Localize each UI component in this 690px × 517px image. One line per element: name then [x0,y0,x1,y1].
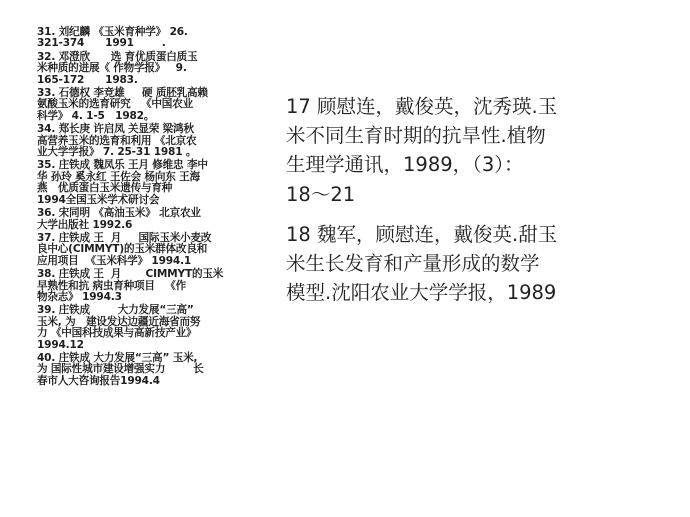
reference-31 [37,27,262,50]
reference-line: 为 国际性城市建设增强实力 长 [37,363,204,376]
reference-line: 燕 优质蛋白玉米遗传与育种 [37,182,173,195]
reference-line: 科学》 4. 1-5 1982。 [37,109,155,122]
reference-line: 36. 宋同明 《高油玉米》 北京农业 [37,207,201,220]
reference-line: 模型.沈阳农业大学学报，1989 [286,281,557,305]
reference-line: 米生长发育和产量形成的数学 [286,252,540,276]
reference-35 [37,160,262,206]
right-reference-column [286,92,678,318]
reference-33 [37,88,262,122]
reference-line: 1994全国玉米学术研讨会 [37,193,160,206]
reference-line: 165-172 1983. [37,73,138,86]
reference-line: 40. 庄铁成 大力发展“三高” 玉米, [37,351,198,364]
reference-line: 米不同生育时期的抗旱性.植物 [286,124,546,148]
left-reference-column [37,27,262,389]
reference-36 [37,208,262,231]
reference-line: 17 顾慰连，戴俊英，沈秀瑛.玉 [286,95,558,118]
reference-line: 321-374 1991 . [37,37,166,50]
reference-32 [37,52,262,86]
reference-line: 米种质的进展《 作物学报》 9. [37,62,187,75]
reference-line: 早熟性和抗 病虫育种项目 《作 [37,279,187,292]
reference-37 [37,233,262,267]
reference-line: 35. 庄铁成 魏凤乐 王月 修维忠 李中 [37,159,208,172]
reference-17 [286,92,678,209]
reference-line: 物杂志》 1994.3 [37,290,122,303]
reference-line: 32. 邓澄欣 选 育优质蛋白质玉 [37,50,198,63]
reference-line: 18～21 [286,182,356,206]
reference-line: 高营养玉米的选育和利用 《北京农 [37,134,197,147]
reference-line: 华 孙玲 奚永红 王佐会 杨向东 王海 [37,170,200,183]
reference-line: 31. 刘纪麟 《玉米育种学》 26. [37,26,188,38]
reference-34 [37,124,262,158]
reference-line: 氨酸玉米的选育研究 《中国农业 [37,98,193,111]
reference-line: 力 《中国科技成果与高新技产业》 [37,327,197,340]
reference-line: 37. 庄铁成 王 月 国际玉米小麦改 [37,231,212,244]
reference-line: 38. 庄铁成 王 月 CIMMYT的玉米 [37,268,224,281]
reference-line: 大学出版社 1992.6 [37,218,133,231]
reference-39 [37,305,262,351]
reference-line: 玉米, 为 建设发达边疆近海省而努 [37,315,201,328]
reference-18 [286,220,678,308]
reference-line: 33. 石德权 李竞雄 硬 质胚乳高赖 [37,87,208,100]
reference-line: 18 魏军，顾慰连，戴俊英.甜玉 [286,222,558,246]
reference-line: 39. 庄铁成 大力发展“三高” [37,304,194,317]
reference-40 [37,353,262,387]
reference-line: 1994.12 [37,338,84,351]
reference-line: 34. 郑长庚 许启凤 关显荣 梁鸿秋 [37,123,194,136]
reference-line: 春市人大咨询报告1994.4 [37,374,160,387]
reference-line: 应用项目 《玉米科学》 1994.1 [37,254,192,267]
reference-38 [37,269,262,303]
reference-line: 业大学学报》 7. 25-31 1981 。 [37,146,197,159]
reference-line: 良中心(CIMMYT)的玉米群体改良和 [37,243,208,256]
reference-line: 生理学通讯，1989，（3）： [286,153,524,177]
